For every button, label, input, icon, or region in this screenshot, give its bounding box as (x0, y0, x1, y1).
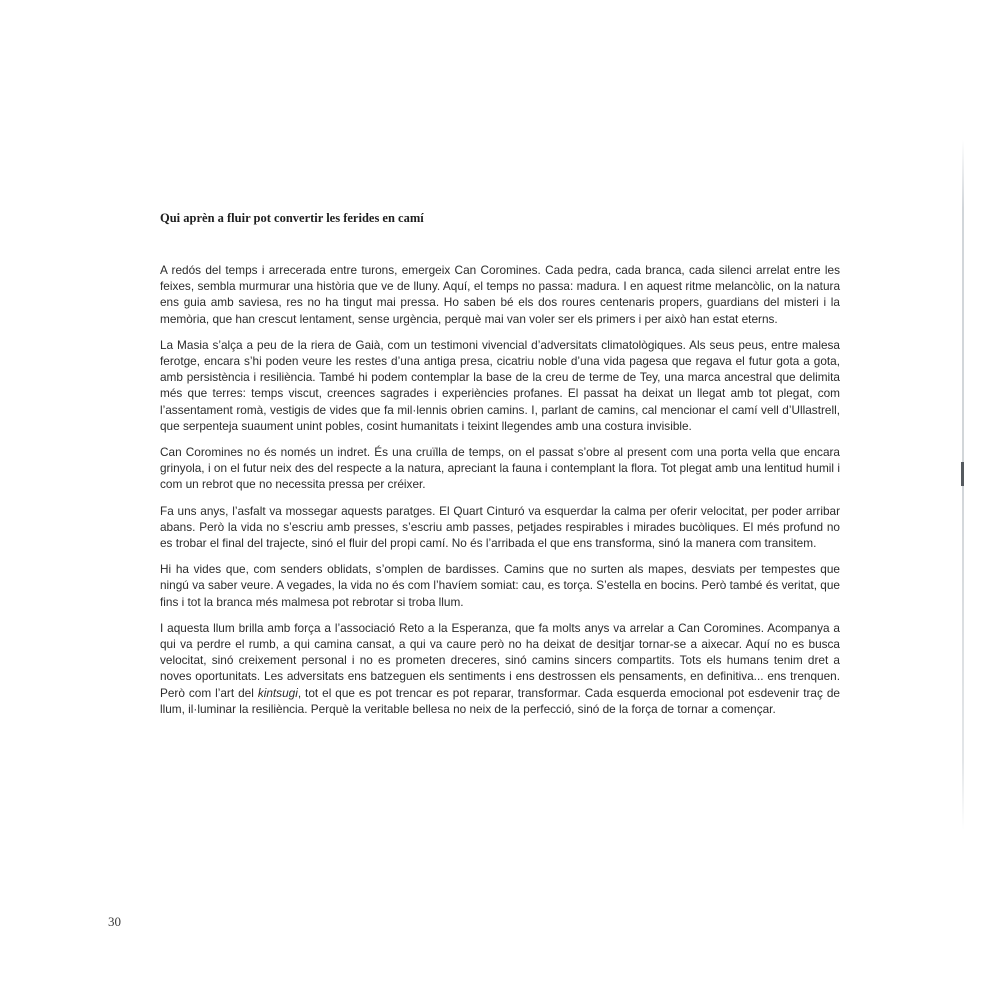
article-title: Qui aprèn a fluir pot convertir les ferides en camí (160, 211, 424, 225)
paragraph-6 (160, 620, 840, 717)
article-body (160, 262, 840, 727)
paragraph-1: A redós del temps i arrecerada entre turons, emergeix Can Coromines. Cada pedra, cada branca, cada silenci arrelat entre les feixes, sembla murmurar una història que ve de lluny. Aquí, el temps no passa: madura. I en aquest ritme melancòlic, on la natura ens guia amb saviesa, res no ha tingut mai pressa. Ho saben bé els dos roures centenaris propers, guardians del misteri i la memòria, que han crescut lentament, sense urgència, perquè mai van voler ser els primers i per això han estat eterns. (160, 263, 840, 326)
paragraph-3: Can Coromines no és només un indret. És una cruïlla de temps, on el passat s’obre al present com una porta vella que encara grinyola, i on el futur neix des del respecte a la natura, apreciant la fauna i contemplant la flora. Tot plegat amb una lentitud humil i com un rebrot que no necessita pressa per créixer. (160, 445, 840, 492)
paragraph-6-text-after: , tot el que es pot trencar es pot reparar, transformar. Cada esquerda emocional pot esdevenir traç de llum, il·luminar la resiliència. Perquè la veritable bellesa no neix de la perfecció, sinó de la força de tornar a començar. (160, 685, 840, 716)
kintsugi-emphasis: kintsugi (257, 685, 298, 700)
paragraph-5: Hi ha vides que, com senders oblidats, s’omplen de bardisses. Camins que no surten als mapes, desviats per tempestes que ningú va saber veure. A vegades, la vida no és com l’havíem somiat: cau, es torça. S’estella en bocins. Però també és veritat, que fins i tot la branca més malmesa pot rebrotar si troba llum. (160, 562, 840, 609)
page-edge-mark (961, 462, 964, 486)
paragraph-2: La Masia s’alça a peu de la riera de Gaià, com un testimoni vivencial d’adversitats climatològiques. Als seus peus, entre malesa ferotge, encara s’hi poden veure les restes d’una antiga presa, cicatriu noble d’una vida pagesa que regava el futur gota a gota, amb persistència i resiliència. També hi podem contemplar la base de la creu de terme de Tey, una marca ancestral que delimita més que terres: temps viscut, creences sagrades i experiències profanes. El passat ha deixat un llegat amb tot plegat, com l’assentament romà, vestigis de vides que fa mil·lennis obrien camins. I, parlant de camins, cal mencionar el camí vell d’Ullastrell, que serpenteja suaument unint pobles, cosint humanitats i teixint llegendes amb una costura invisible. (160, 337, 840, 433)
page-number: 30 (108, 914, 121, 929)
paragraph-4: Fa uns anys, l’asfalt va mossegar aquests paratges. El Quart Cinturó va esquerdar la calma per oferir velocitat, per poder arribar abans. Però la vida no s’escriu amb presses, s’escriu amb passes, petjades respirables i mirades bucòliques. El més profund no es trobar el final del trajecte, sinó el fluir del propi camí. No és l’arribada el que ens transforma, sinó la manera com transitem. (160, 503, 840, 551)
paragraph-6-text-before: I aquesta llum brilla amb força a l’associació Reto a la Esperanza, que fa molts anys va arrelar a Can Coromines. Acompanya a qui va perdre el rumb, a qui camina cansat, a qui va caure però no ha deixat de desitjar tornar-se a aixecar. Aquí no es busca velocitat, sinó creixement personal i no es prometen dreceres, sinó camins sincers compartits. Tots els humans tenim dret a noves oportunitats. Les adversitats ens batzeguen els sentiments i ens destrossen els pensaments, en definitiva... ens trenquen. Però com l’art del (160, 620, 840, 700)
